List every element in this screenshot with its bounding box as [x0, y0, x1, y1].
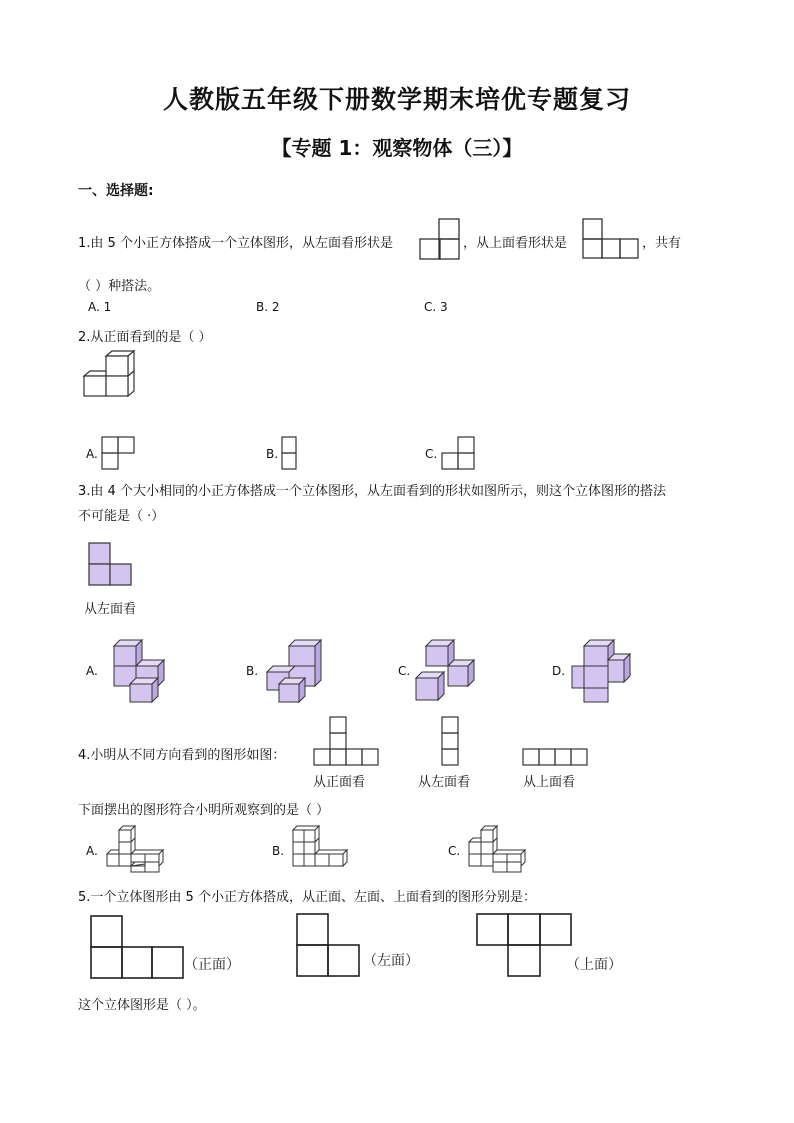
- q1-left-view-figure: [419, 218, 461, 260]
- q3-text-line2: 不可能是（ ·）: [78, 509, 165, 524]
- q3-text-line1: 3.由 4 个大小相同的小正方体搭成一个立体图形，从左面看到的形状如图所示，则这个立体图形的搭法: [78, 484, 666, 499]
- q4-left-view-figure: [441, 716, 461, 768]
- q1-option-a[interactable]: A. 1: [88, 300, 112, 314]
- q2-option-a[interactable]: A.: [86, 447, 98, 461]
- q5-front-view-figure: [90, 914, 186, 980]
- q3-option-a-figure: [108, 640, 168, 704]
- q4-top-view-figure: [522, 748, 592, 768]
- page-subtitle: 【专题 1：观察物体（三）】: [271, 136, 523, 160]
- q3-option-c-figure: [414, 640, 476, 704]
- q5-left-view-figure: [296, 912, 362, 978]
- q1-top-view-figure: [582, 218, 640, 260]
- q3-option-a[interactable]: A.: [86, 664, 98, 678]
- q4-text-line2: 下面摆出的图形符合小明所观察到的是（ ）: [78, 803, 330, 818]
- q3-caption: 从左面看: [84, 602, 137, 617]
- q4-option-c[interactable]: C.: [448, 844, 461, 858]
- q2-option-b[interactable]: B.: [266, 447, 279, 461]
- q5-label-top: （上面）: [566, 957, 622, 973]
- q5-text: 5.一个立体图形由 5 个小正方体搭成，从正面、左面、上面看到的图形分别是：: [78, 890, 536, 905]
- page-title: 人教版五年级下册数学期末培优专题复习: [162, 85, 631, 114]
- q4-caption-front: 从正面看: [313, 775, 366, 790]
- q4-option-a[interactable]: A.: [86, 844, 98, 858]
- q5-top-view-figure: [476, 912, 574, 978]
- q4-front-view-figure: [313, 716, 381, 768]
- q2-text: 2.从正面看到的是（ ）: [78, 330, 212, 345]
- q4-text: 4.小明从不同方向看到的图形如图：: [78, 748, 286, 763]
- q3-left-view-figure: [88, 542, 132, 586]
- q4-option-b-figure: [289, 826, 355, 876]
- q4-caption-left: 从左面看: [418, 775, 471, 790]
- q4-option-a-figure: [103, 826, 169, 876]
- q5-label-front: （正面）: [184, 957, 240, 973]
- q4-caption-top: 从上面看: [523, 775, 576, 790]
- q3-option-d[interactable]: D.: [552, 664, 566, 678]
- q3-option-b-figure: [265, 640, 325, 704]
- q1-text-part1: 1.由 5 个小正方体搭成一个立体图形，从左面看形状是: [78, 236, 393, 251]
- q1-text-part2: ，从上面看形状是: [463, 236, 568, 251]
- section-heading: 一、选择题:: [78, 183, 154, 199]
- q4-option-b[interactable]: B.: [272, 844, 285, 858]
- q5-label-left: （左面）: [363, 953, 419, 969]
- q1-text-line2: （ ）种搭法。: [78, 279, 161, 294]
- q2-option-b-figure: [281, 436, 299, 470]
- q3-option-c[interactable]: C.: [398, 664, 411, 678]
- q1-option-b[interactable]: B. 2: [256, 300, 280, 314]
- q2-option-c-figure: [441, 436, 477, 470]
- q5-text-line2: 这个立体图形是（ ）。: [78, 998, 206, 1013]
- q3-option-d-figure: [570, 640, 632, 704]
- q2-option-c[interactable]: C.: [425, 447, 438, 461]
- q2-option-a-figure: [101, 436, 137, 470]
- q2-cube-figure: [82, 350, 140, 400]
- q4-option-c-figure: [465, 826, 531, 876]
- q1-option-c[interactable]: C. 3: [424, 300, 448, 314]
- q1-text-part3: ，共有: [642, 236, 682, 251]
- q3-option-b[interactable]: B.: [246, 664, 259, 678]
